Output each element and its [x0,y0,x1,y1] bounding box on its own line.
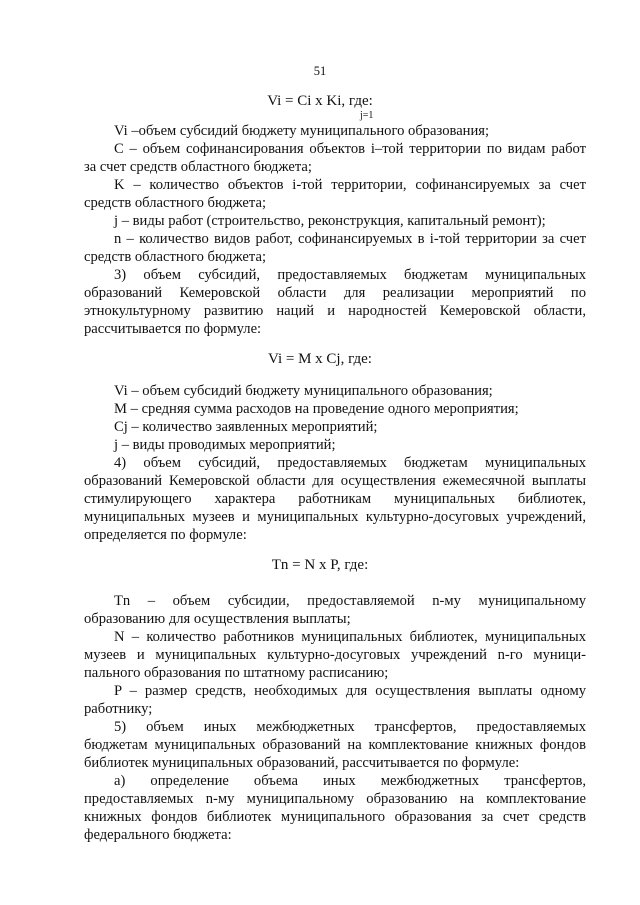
paragraph-line: муниципальных музеев и муниципальных культурно-досуговых учреждений, [84,509,586,525]
paragraph-line: бюджетам муниципальных образований на комплектование книжных фондов [84,737,586,753]
page-number: 51 [313,64,327,78]
formula-vi-ci-ki: Vi = Ci x Ki, где: [267,93,373,109]
paragraph-line: 5) объем иных межбюджетных трансфертов, предоставляемых [114,719,586,735]
paragraph-line: 4) объем субсидий, предоставляемых бюджетам муниципальных [114,455,586,471]
paragraph-line: библиотек муниципальных образований, рассчитывается по формуле: [84,755,520,771]
definition-line: средств областного бюджета; [84,195,266,211]
definition-line: C – объем софинансирования объектов i–той территории по видам работ [114,141,586,157]
paragraph-line: рассчитывается по формуле: [84,321,262,337]
paragraph-line: образований Кемеровской области для осуществления ежемесячной выплаты [84,473,586,489]
paragraph-line: предоставляемых n-му муниципальному образованию на комплектование [84,791,586,807]
definition-line: работнику; [84,701,153,717]
paragraph-line: стимулирующего характера работникам муниципальных библиотек, [84,491,586,507]
definition-line: за счет средств областного бюджета; [84,159,312,175]
definition-line: N – количество работников муниципальных библиотек, муниципальных [114,629,586,645]
formula-subscript: j=1 [360,110,374,121]
paragraph-line: этнокультурному развитию наций и народностей Кемеровской области, [84,303,586,319]
paragraph-line: образований Кемеровской области для реализации мероприятий по [84,285,586,301]
paragraph-line: а) определение объема иных межбюджетных трансфертов, [114,773,586,789]
definition-line: средств областного бюджета; [84,249,266,265]
paragraph-line: определяется по формуле: [84,527,247,543]
definition-line: образованию для осуществления выплаты; [84,611,351,627]
definition-line: P – размер средств, необходимых для осуществления выплаты одному [114,683,586,699]
definition-line: пального образования по штатному расписанию; [84,665,389,681]
definition-line: j – виды работ (строительство, реконструкция, капитальный ремонт); [114,213,546,229]
definition-line: M – средняя сумма расходов на проведение одного мероприятия; [114,401,519,417]
definition-line: Vi –объем субсидий бюджету муниципального образования; [114,123,490,139]
definition-line: K – количество объектов i-той территории, софинансируемых за счет [114,177,586,193]
definition-line: Tn – объем субсидии, предоставляемой n-му муниципальному [114,593,586,609]
formula-vi-m-cj: Vi = M x Cj, где: [268,351,372,367]
definition-line: j – виды проводимых мероприятий; [114,437,336,453]
definition-line: Cj – количество заявленных мероприятий; [114,419,378,435]
paragraph-line: 3) объем субсидий, предоставляемых бюджетам муниципальных [114,267,586,283]
definition-line: n – количество видов работ, софинансируемых в i-той территории за счет [114,231,586,247]
paragraph-line: книжных фондов библиотек муниципального образования за счет средств [84,809,586,825]
definition-line: Vi – объем субсидий бюджету муниципального образования; [114,383,493,399]
paragraph-line: федерального бюджета: [84,827,232,843]
formula-tn-n-p: Tn = N x P, где: [271,557,369,573]
definition-line: музеев и муниципальных культурно-досуговых учреждений n-го муници- [84,647,586,663]
